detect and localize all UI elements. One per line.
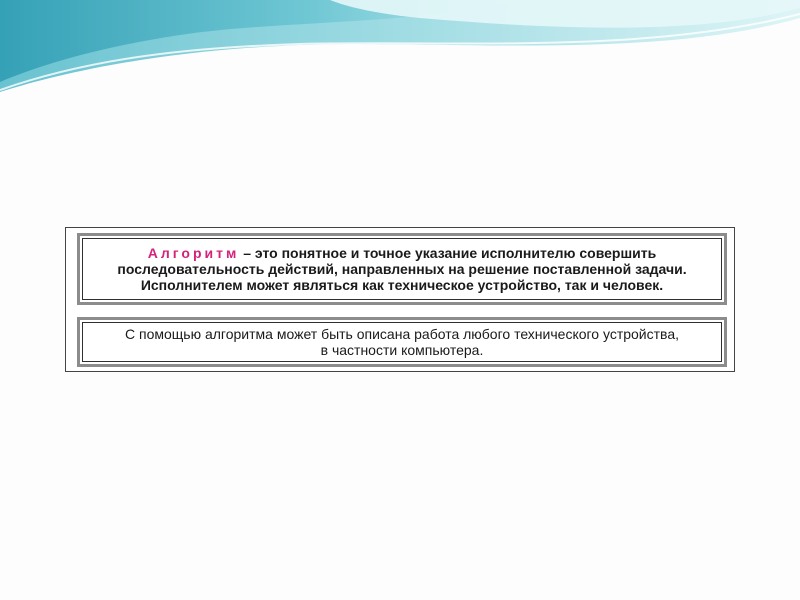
note-box — [77, 317, 727, 367]
note-line-1: С помощью алгоритма может быть описана работа любого технического устройства, — [124, 326, 679, 342]
definition-term: Алгоритм — [147, 245, 240, 261]
note-line-2: в частности компьютера. — [320, 342, 484, 358]
content-frame — [65, 227, 735, 372]
definition-line-1: – это понятное и точное указание исполнителю совершить — [243, 245, 657, 261]
definition-box — [77, 233, 727, 305]
header-wave-decoration — [0, 0, 800, 110]
definition-line-3: Исполнителем может являться как техническое устройство, так и человек. — [140, 277, 664, 293]
definition-line-2: последовательность действий, направленных на решение поставленной задачи. — [117, 261, 687, 277]
